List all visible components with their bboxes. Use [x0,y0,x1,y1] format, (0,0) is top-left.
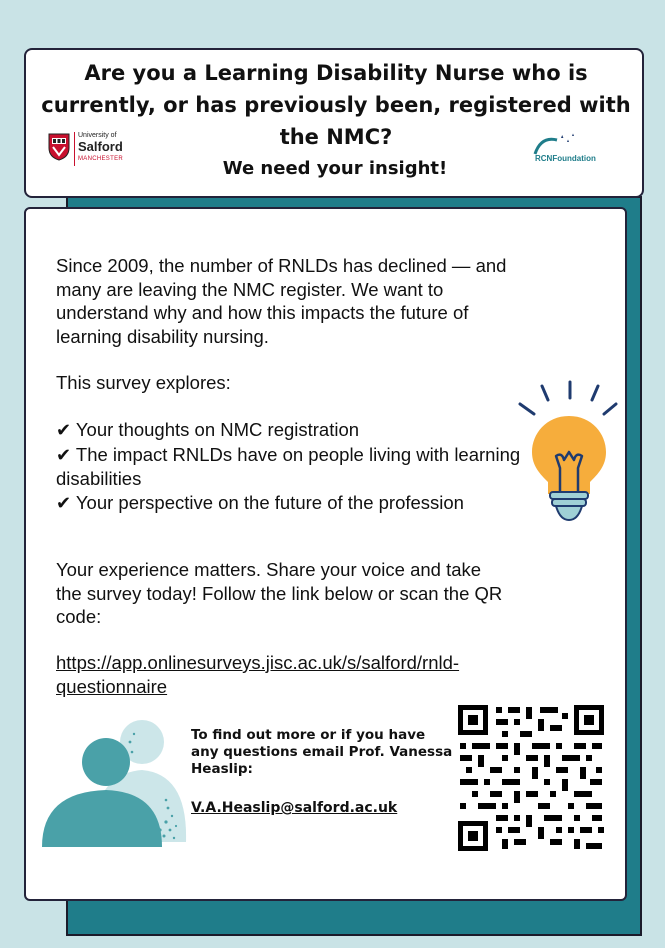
checkmark-icon: ✔ [56,492,72,514]
survey-link[interactable]: https://app.onlinesurveys.jisc.ac.uk/s/salford/rnld-questionnaire [56,652,460,697]
checkmark-icon: ✔ [56,420,72,441]
logo-text-university-of: University of [78,132,117,139]
page-title: Are you a Learning Disability Nurse who is currently, or has previously been, registered with the NMC? [41,61,631,149]
qr-code[interactable] [456,703,606,853]
explores-heading: This survey explores: [56,372,231,393]
subtitle: We need your insight! [222,158,448,179]
rcn-arc-icon [531,132,581,156]
contact-email-link[interactable]: V.A.Heaslip@salford.ac.uk [191,800,398,816]
checkmark-icon: ✔ [56,444,72,466]
intro-paragraph: Since 2009, the number of RNLDs has declined — and many are leaving the NMC register. We want to understand why and how this impacts the future of learning disability nursing. [56,255,507,347]
list-item [56,443,526,491]
list-item [56,418,526,443]
list-item [56,491,526,516]
logo-text-salford: Salford [78,139,123,154]
list-item-text: Your thoughts on NMC registration [75,419,360,440]
list-item-text: Your perspective on the future of the profession [75,491,464,513]
list-item-text: The impact RNLDs have on people living with learning disabilities [56,443,521,489]
salford-crest-icon [48,133,70,161]
people-silhouette-icon [38,712,198,852]
call-to-action-paragraph: Your experience matters. Share your voice and take the survey today! Follow the link below or scan the QR code: [56,559,503,627]
lightbulb-icon [512,380,622,530]
survey-topics-list [56,418,526,515]
logo-text-manchester: MANCHESTER [78,156,124,162]
rcn-foundation-text: RCNFoundation [535,154,596,163]
contact-text: To find out more or if you have any questions email Prof. Vanessa Heaslip: [191,727,453,777]
